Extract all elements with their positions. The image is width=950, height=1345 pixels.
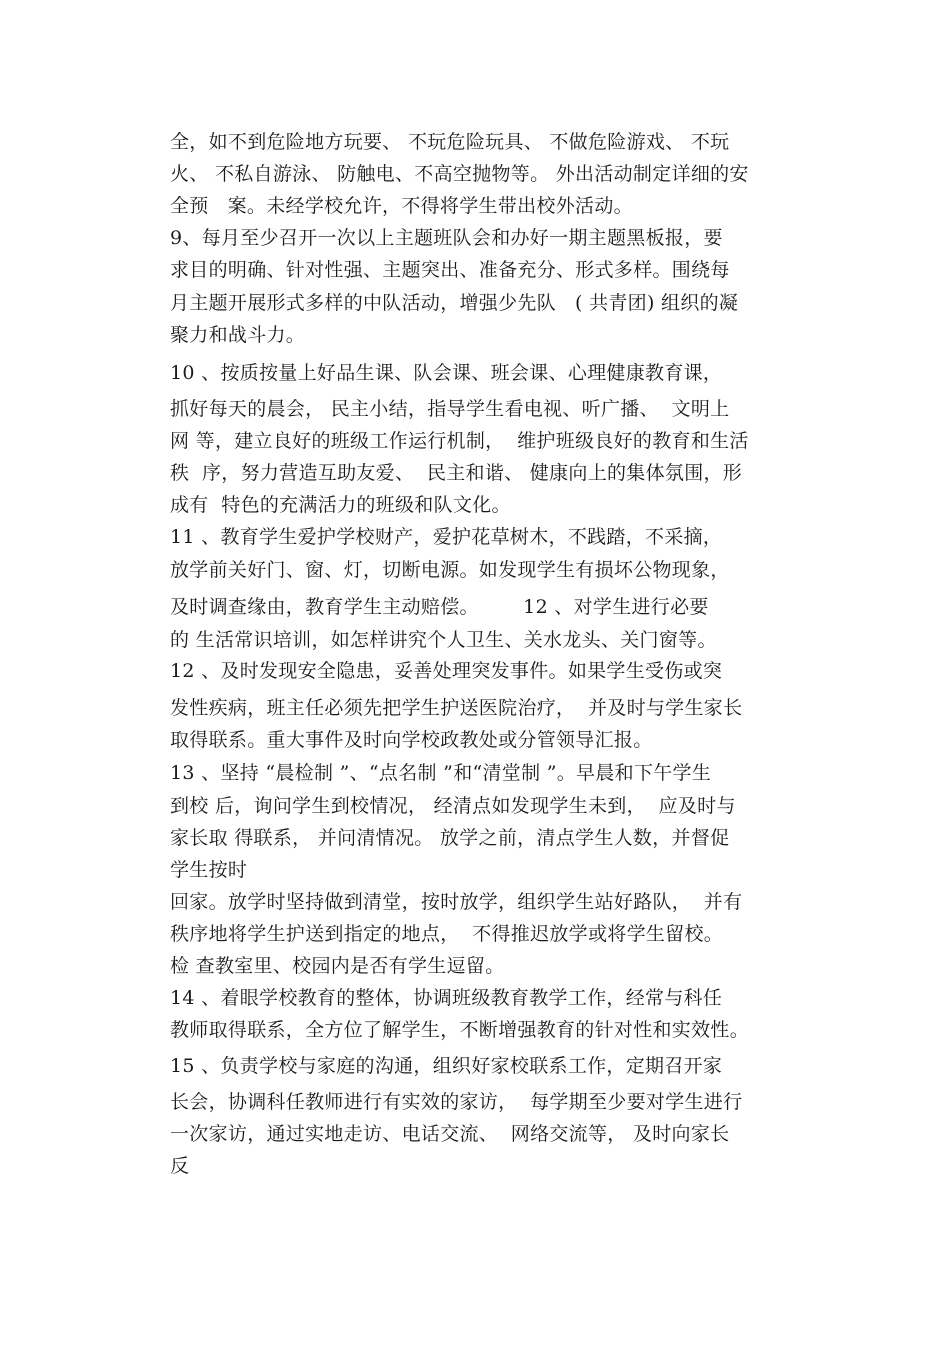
text-line: 网 等，建立良好的班级工作运行机制， 维护班级良好的教育和生活 <box>170 430 749 452</box>
text-line: 15 、负责学校与家庭的沟通，组织好家校联系工作，定期召开家 <box>170 1055 723 1077</box>
text-line: 全，如不到危险地方玩要、 不玩危险玩具、 不做危险游戏、 不玩 <box>170 131 730 153</box>
text-line: 10 、按质按量上好品生课、队会课、班会课、心理健康教育课， <box>170 362 723 384</box>
text-line: 秩 序，努力营造互助友爱、 民主和谐、 健康向上的集体氛围，形 <box>170 462 743 484</box>
text-line: 月主题开展形式多样的中队活动，增强少先队 ( 共青团) 组织的凝 <box>170 292 739 314</box>
text-line: 长会，协调科任教师进行有实效的家访， 每学期至少要对学生进行 <box>170 1091 743 1113</box>
text-line: 12 、及时发现安全隐患，妥善处理突发事件。如果学生受伤或突 <box>170 660 723 682</box>
text-line: 9、每月至少召开一次以上主题班队会和办好一期主题黑板报，要 <box>170 227 723 249</box>
text-line: 反 <box>170 1155 190 1177</box>
text-line: 取得联系。重大事件及时向学校政教处或分管领导汇报。 <box>170 729 653 751</box>
text-line: 13 、坚持 “晨检制 ”、“点名制 ”和“清堂制 ”。早晨和下午学生 <box>170 762 712 784</box>
text-line: 回家。放学时坚持做到清堂，按时放学，组织学生站好路队， 并有 <box>170 891 743 913</box>
text-line: 到校 后，询问学生到校情况， 经清点如发现学生未到， 应及时与 <box>170 795 736 817</box>
text-line: 及时调查缘由，教育学生主动赔偿。 12 、对学生进行必要 <box>170 596 709 618</box>
text-line: 14 、着眼学校教育的整体，协调班级教育教学工作，经常与科任 <box>170 987 723 1009</box>
text-line: 教师取得联系，全方位了解学生，不断增强教育的针对性和实效性。 <box>170 1019 750 1041</box>
text-line: 火、 不私自游泳、 防触电、不高空抛物等。 外出活动制定详细的安 <box>170 163 749 185</box>
text-line: 的 生活常识培训，如怎样讲究个人卫生、关水龙头、关门窗等。 <box>170 629 717 651</box>
text-line: 全预 案。未经学校允许，不得将学生带出校外活动。 <box>170 195 633 217</box>
text-line: 发性疾病，班主任必须先把学生护送医院治疗， 并及时与学生家长 <box>170 697 743 719</box>
text-line: 家长取 得联系， 并问清情况。 放学之前，清点学生人数，并督促 <box>170 827 730 849</box>
text-line: 秩序地将学生护送到指定的地点， 不得推迟放学或将学生留校。 <box>170 923 724 945</box>
text-line: 一次家访，通过实地走访、电话交流、 网络交流等， 及时向家长 <box>170 1123 730 1145</box>
text-line: 放学前关好门、窗、灯，切断电源。如发现学生有损坏公物现象， <box>170 559 730 581</box>
text-line: 学生按时 <box>170 859 248 881</box>
text-line: 聚力和战斗力。 <box>170 324 306 346</box>
text-line: 检 查教室里、校园内是否有学生逗留。 <box>170 955 505 977</box>
text-line: 11 、教育学生爱护学校财产，爱护花草树木，不践踏，不采摘， <box>170 526 723 548</box>
text-line: 抓好每天的晨会， 民主小结，指导学生看电视、听广播、 文明上 <box>170 398 730 420</box>
text-line: 求目的明确、针对性强、主题突出、准备充分、形式多样。围绕每 <box>170 259 730 281</box>
text-line: 成有 特色的充满活力的班级和队文化。 <box>170 494 511 516</box>
